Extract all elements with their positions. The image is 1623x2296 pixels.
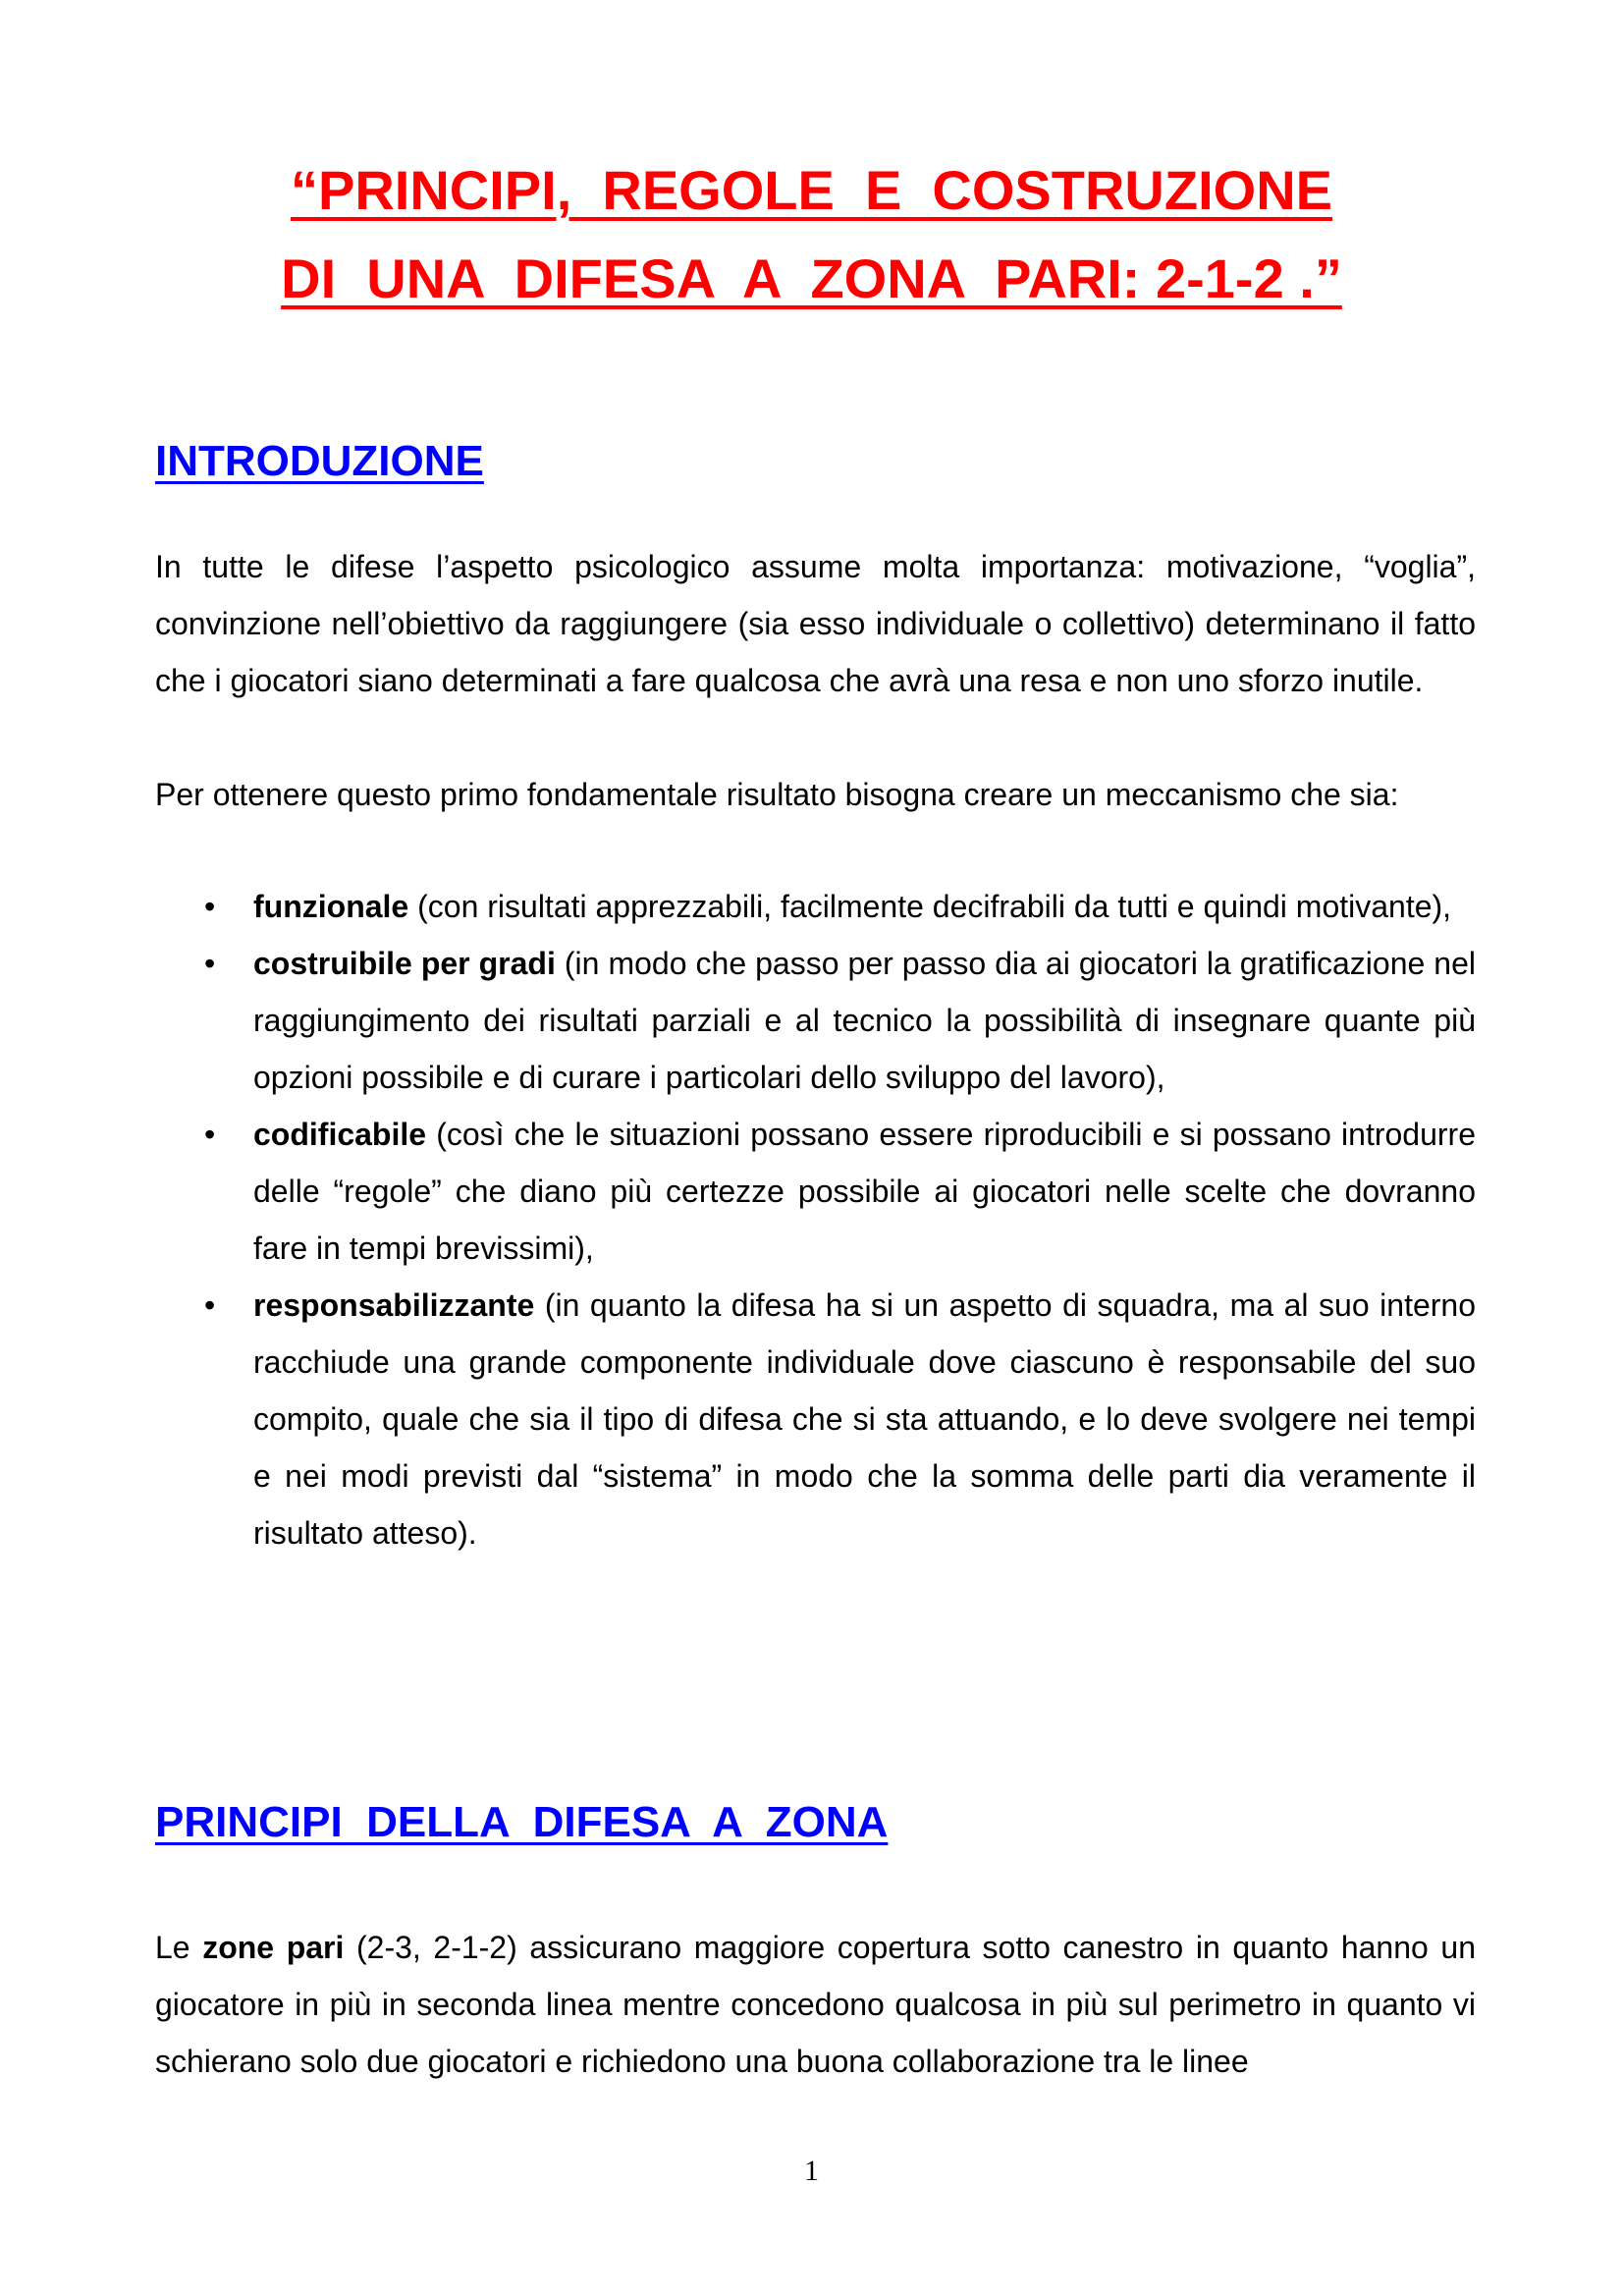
intro-paragraph: In tutte le difese l’aspetto psicologico assume molta importanza: motivazione, “voglia”, convinzione nell’obiettivo da raggiungere (sia esso individuale o collettivo) determinano il fatto che i giocatori siano determinati a fare qualcosa che avrà una resa e non uno sforzo inutile. <box>155 549 1476 698</box>
list-item-term: codificabile <box>253 1117 427 1152</box>
list-item-term: costruibile per gradi <box>253 946 556 981</box>
document-title-line-2: DI UNA DIFESA A ZONA PARI: 2-1-2 .” <box>281 247 1342 309</box>
bullet-icon: • <box>204 889 216 924</box>
list-item-text: (con risultati apprezzabili, facilmente decifrabili da tutti e quindi motivante), <box>408 889 1452 924</box>
list-item <box>155 935 1476 1106</box>
list-item <box>155 878 1476 935</box>
list-item-term: funzionale <box>253 889 409 924</box>
document-title-line-1: “PRINCIPI, REGOLE E COSTRUZIONE <box>291 159 1332 221</box>
list-item-text: (in quanto la difesa ha si un aspetto di squadra, ma al suo interno racchiude una grande componente individuale dove ciascuno è responsabile del suo compito, quale che sia il tipo di difesa che si sta attuando, e lo deve svolgere nei tempi e nei modi previsti dal “sistema” in modo che la somma delle parti dia veramente il risultato atteso). <box>253 1287 1476 1551</box>
zone-paragraph-text: (2-3, 2-1-2) assicurano maggiore copertura sotto canestro in quanto hanno un giocatore in più in seconda linea mentre concedono qualcosa in più sul perimetro in quanto vi schierano solo due giocatori e richiedono una buona collaborazione tra le linee <box>155 1930 1477 2079</box>
list-item-text: (così che le situazioni possano essere riproducibili e si possano introdurre delle “regole” che diano più certezze possibile ai giocatori nelle scelte che dovranno fare in tempi brevissimi), <box>253 1117 1476 1266</box>
list-item <box>155 1106 1476 1277</box>
bullet-icon: • <box>204 946 216 981</box>
section-heading-introduzione: INTRODUZIONE <box>155 437 484 485</box>
zone-paragraph-lead: Le <box>155 1930 203 1965</box>
list-item <box>155 1277 1476 1561</box>
page-number: 1 <box>804 2155 819 2187</box>
intro-paragraph-2: Per ottenere questo primo fondamentale risultato bisogna creare un meccanismo che sia: <box>155 777 1399 812</box>
section-heading-principi: PRINCIPI DELLA DIFESA A ZONA <box>155 1798 889 1846</box>
bullet-icon: • <box>204 1287 216 1323</box>
list-item-text: (in modo che passo per passo dia ai giocatori la gratificazione nel raggiungimento dei risultati parziali e al tecnico la possibilità di insegnare quante più opzioni possibile e di curare i particolari dello sviluppo del lavoro), <box>253 946 1477 1095</box>
zone-paragraph <box>155 1919 1476 2090</box>
list-item-term: responsabilizzante <box>253 1287 535 1323</box>
bullet-icon: • <box>204 1117 216 1152</box>
zone-paragraph-term: zone pari <box>202 1930 345 1965</box>
requirements-list <box>155 878 1476 1561</box>
